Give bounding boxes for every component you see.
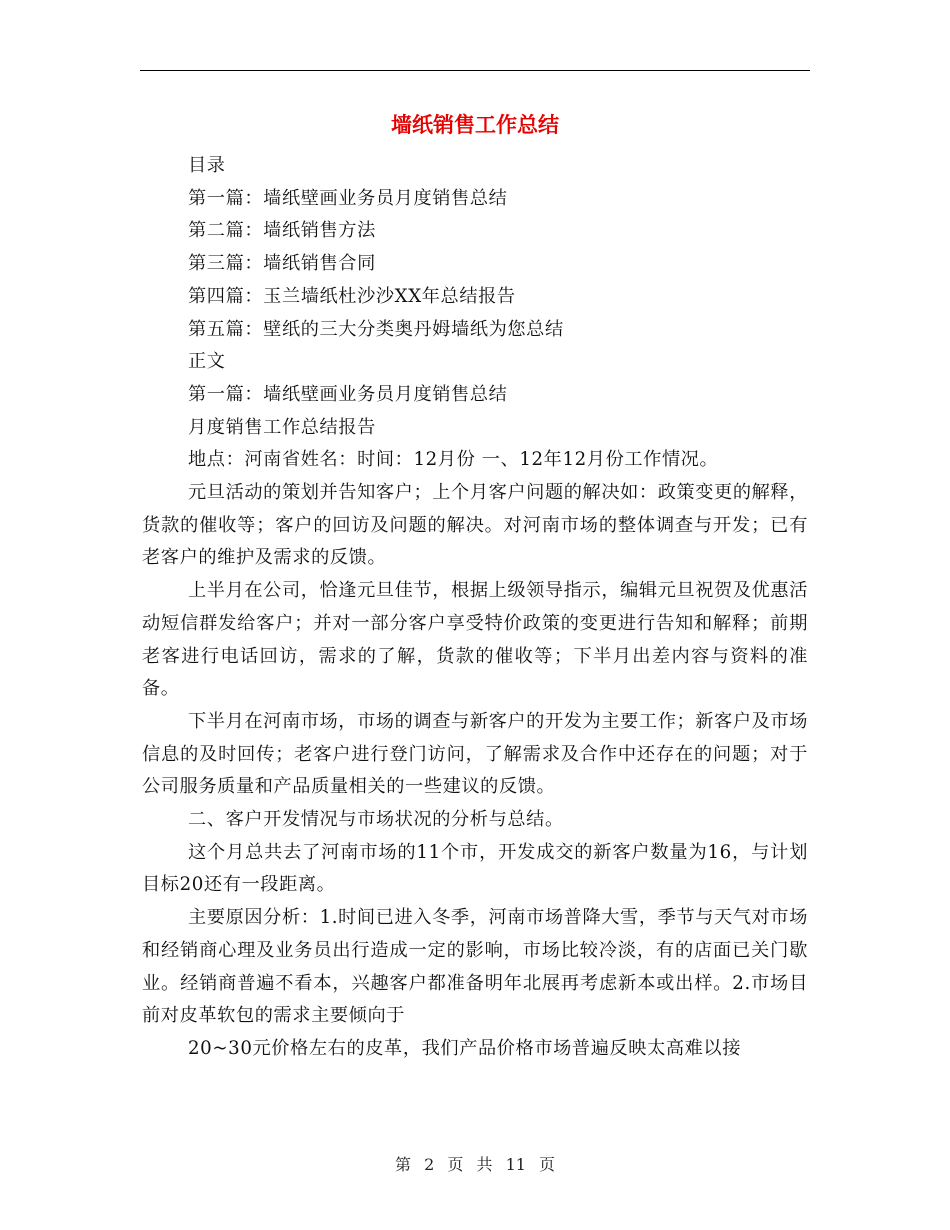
footer-label: 共 — [476, 1155, 493, 1174]
info-line: 地点：河南省姓名：时间：12月份 一、12年12月份工作情况。 — [188, 449, 719, 471]
toc-item: 第四篇：玉兰墙纸杜沙沙XX年总结报告 — [188, 285, 516, 307]
total-pages-number: 11 — [505, 1155, 526, 1174]
document-body — [142, 150, 808, 1066]
footer-label: 第 — [394, 1155, 411, 1174]
article-title: 第一篇：墙纸壁画业务员月度销售总结 — [188, 383, 508, 405]
toc-item: 第一篇：墙纸壁画业务员月度销售总结 — [188, 187, 508, 209]
paragraph: 主要原因分析：1.时间已进入冬季，河南市场普降大雪，季节与天气对市场和经销商心理及业务员出行造成一定的影响，市场比较冷淡，有的店面已关门歇业。经销商普遍不看本，兴趣客户都准备明年北展再考虑新本或出样。2.市场目前对皮革软包的需求主要倾向于 — [142, 907, 808, 1027]
paragraph: 20~30元价格左右的皮革，我们产品价格市场普遍反映太高难以接 — [188, 1037, 742, 1059]
toc-heading: 目录 — [188, 155, 226, 176]
current-page-number: 2 — [424, 1155, 435, 1174]
section-heading: 二、客户开发情况与市场状况的分析与总结。 — [188, 809, 564, 831]
paragraph: 这个月总共去了河南市场的11个市，开发成交的新客户数量为16，与计划目标20还有一段距离。 — [142, 841, 808, 896]
body-heading: 正文 — [188, 351, 226, 373]
toc-item: 第三篇：墙纸销售合同 — [188, 253, 376, 275]
toc-item: 第五篇：壁纸的三大分类奥丹姆墙纸为您总结 — [188, 318, 564, 340]
header-rule — [140, 70, 810, 71]
paragraph: 上半月在公司，恰逢元旦佳节，根据上级领导指示，编辑元旦祝贺及优惠活动短信群发给客户；并对一部分客户享受特价政策的变更进行告知和解释；前期老客进行电话回访，需求的了解，货款的催收等；下半月出差内容与资料的准备。 — [142, 580, 808, 700]
footer-label: 页 — [539, 1155, 556, 1174]
report-title: 月度销售工作总结报告 — [188, 416, 376, 438]
toc-item: 第二篇：墙纸销售方法 — [188, 220, 376, 242]
document-title: 墙纸销售工作总结 — [391, 113, 559, 137]
paragraph: 下半月在河南市场，市场的调查与新客户的开发为主要工作；新客户及市场信息的及时回传；老客户进行登门访问，了解需求及合作中还存在的问题；对于公司服务质量和产品质量相关的一些建议的反馈。 — [142, 710, 808, 798]
page-footer — [140, 1152, 810, 1175]
footer-label: 页 — [447, 1155, 464, 1174]
paragraph: 元旦活动的策划并告知客户；上个月客户问题的解决如：政策变更的解释，货款的催收等；客户的回访及问题的解决。对河南市场的整体调查与开发；已有老客户的维护及需求的反馈。 — [142, 482, 808, 569]
